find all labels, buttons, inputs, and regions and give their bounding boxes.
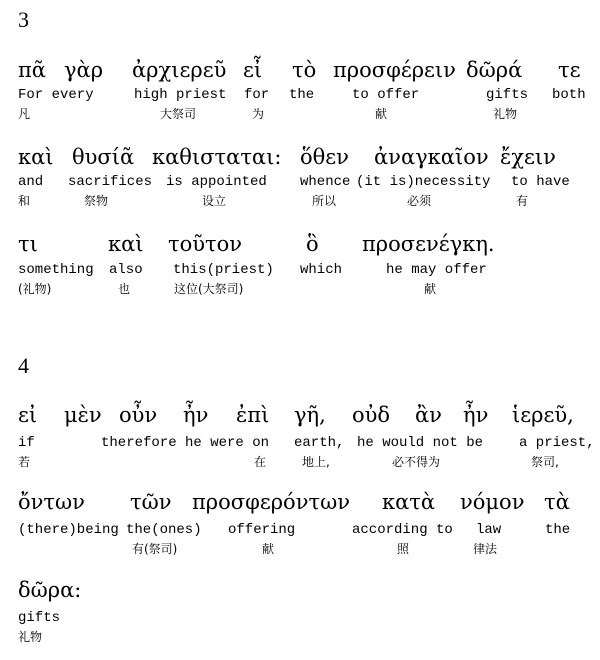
english-gloss: to offer [352, 87, 420, 103]
english-gloss: the [545, 522, 571, 538]
greek-word: προσφερόντων [192, 490, 350, 514]
english-gloss: both [552, 87, 586, 103]
english-gloss: gifts [486, 87, 529, 103]
chinese-gloss: 若 [18, 455, 31, 469]
english-gloss: (it is)necessity [356, 174, 491, 190]
greek-word: τὸ [292, 58, 317, 82]
english-gloss: the(ones) [126, 522, 202, 538]
chinese-gloss: 设立 [202, 194, 227, 208]
english-gloss: he may offer [386, 262, 487, 278]
greek-word: ἂν [415, 403, 442, 427]
english-gloss: earth, [294, 435, 345, 451]
chinese-gloss: 这位(大祭司) [174, 282, 244, 296]
greek-word: νόμον [460, 490, 525, 514]
greek-word: τῶν [130, 490, 172, 514]
english-gloss: a priest, [519, 435, 595, 451]
greek-word: γῆ, [294, 403, 326, 427]
greek-word: ἦν [463, 403, 489, 427]
english-gloss: offering [228, 522, 296, 538]
english-gloss: therefore he were on [101, 435, 270, 451]
chinese-gloss: 献 [424, 282, 437, 296]
greek-word: καὶ [18, 145, 54, 169]
chinese-gloss: 有 [516, 194, 529, 208]
greek-word: καὶ [108, 232, 144, 256]
chinese-gloss: 祭物 [84, 194, 109, 208]
greek-word: μὲν [64, 403, 102, 427]
english-gloss: for [244, 87, 270, 103]
greek-word: ἱερεῦ, [512, 403, 574, 427]
chinese-gloss: 必不得为 [392, 455, 441, 469]
greek-word: πᾶ [18, 58, 46, 82]
english-gloss: For every [18, 87, 94, 103]
greek-word: οὖν [119, 403, 158, 427]
chinese-gloss: 所以 [312, 194, 337, 208]
english-gloss: gifts [18, 610, 61, 626]
english-gloss: which [300, 262, 343, 278]
verse-number: 4 [18, 353, 29, 378]
greek-word: δῶρα: [18, 578, 82, 602]
chinese-gloss: 有(祭司) [132, 542, 178, 556]
greek-word: θυσίᾶ [72, 145, 135, 169]
english-gloss: this(priest) [173, 262, 274, 278]
english-gloss: the [289, 87, 315, 103]
greek-word: εἰ [18, 403, 38, 427]
greek-word: κατὰ [382, 490, 436, 514]
english-gloss: high priest [134, 87, 227, 103]
chinese-gloss: 照 [397, 542, 410, 556]
greek-word: ὅθεν [300, 145, 349, 169]
chinese-gloss: (礼物) [18, 282, 52, 296]
english-gloss: also [109, 262, 143, 278]
chinese-gloss: 凡 [18, 107, 31, 121]
greek-word: ἀρχιερεῦ [132, 58, 227, 82]
english-gloss: according to [352, 522, 453, 538]
greek-word: δῶρά [466, 58, 523, 82]
greek-word: ὃ [306, 232, 319, 256]
english-gloss: law [476, 522, 502, 538]
chinese-gloss: 大祭司 [160, 107, 197, 121]
english-gloss: something [18, 262, 94, 278]
english-gloss: sacrifices [68, 174, 153, 190]
english-gloss: to have [511, 174, 570, 190]
chinese-gloss: 礼物 [18, 630, 43, 644]
english-gloss: he would not be [357, 435, 484, 451]
greek-word: τι [18, 232, 38, 256]
english-gloss: whence [300, 174, 351, 190]
chinese-gloss: 为 [252, 107, 265, 121]
greek-word: τοῦτον [168, 232, 243, 256]
english-gloss: is appointed [166, 174, 267, 190]
greek-word: προσενέγκη. [362, 232, 495, 256]
greek-word: ἔχειν [500, 145, 556, 169]
chinese-gloss: 也 [118, 282, 131, 296]
chinese-gloss: 律法 [473, 542, 498, 556]
greek-word: τε [558, 58, 581, 82]
chinese-gloss: 礼物 [493, 107, 518, 121]
english-gloss: (there)being [18, 522, 119, 538]
greek-word: ἐπὶ [236, 403, 270, 427]
greek-word: τὰ [544, 490, 570, 514]
chinese-gloss: 献 [375, 107, 388, 121]
greek-word: οὐδ [352, 403, 391, 427]
chinese-gloss: 地上, [302, 455, 330, 469]
greek-word: προσφέρειν [333, 58, 456, 82]
chinese-gloss: 必须 [407, 194, 432, 208]
greek-word: ἀναγκαῖον [374, 145, 489, 169]
chinese-gloss: 在 [254, 455, 267, 469]
english-gloss: if [18, 435, 35, 451]
greek-word: ὄντων [18, 490, 85, 514]
english-gloss: and [18, 174, 44, 190]
chinese-gloss: 和 [18, 194, 31, 208]
greek-word: γὰρ [64, 58, 104, 82]
greek-word: ἦν [183, 403, 209, 427]
greek-word: καθισταται: [152, 145, 282, 169]
chinese-gloss: 祭司, [531, 455, 559, 469]
chinese-gloss: 献 [262, 542, 275, 556]
verse-number: 3 [18, 7, 29, 32]
greek-word: εἶ [243, 58, 263, 82]
